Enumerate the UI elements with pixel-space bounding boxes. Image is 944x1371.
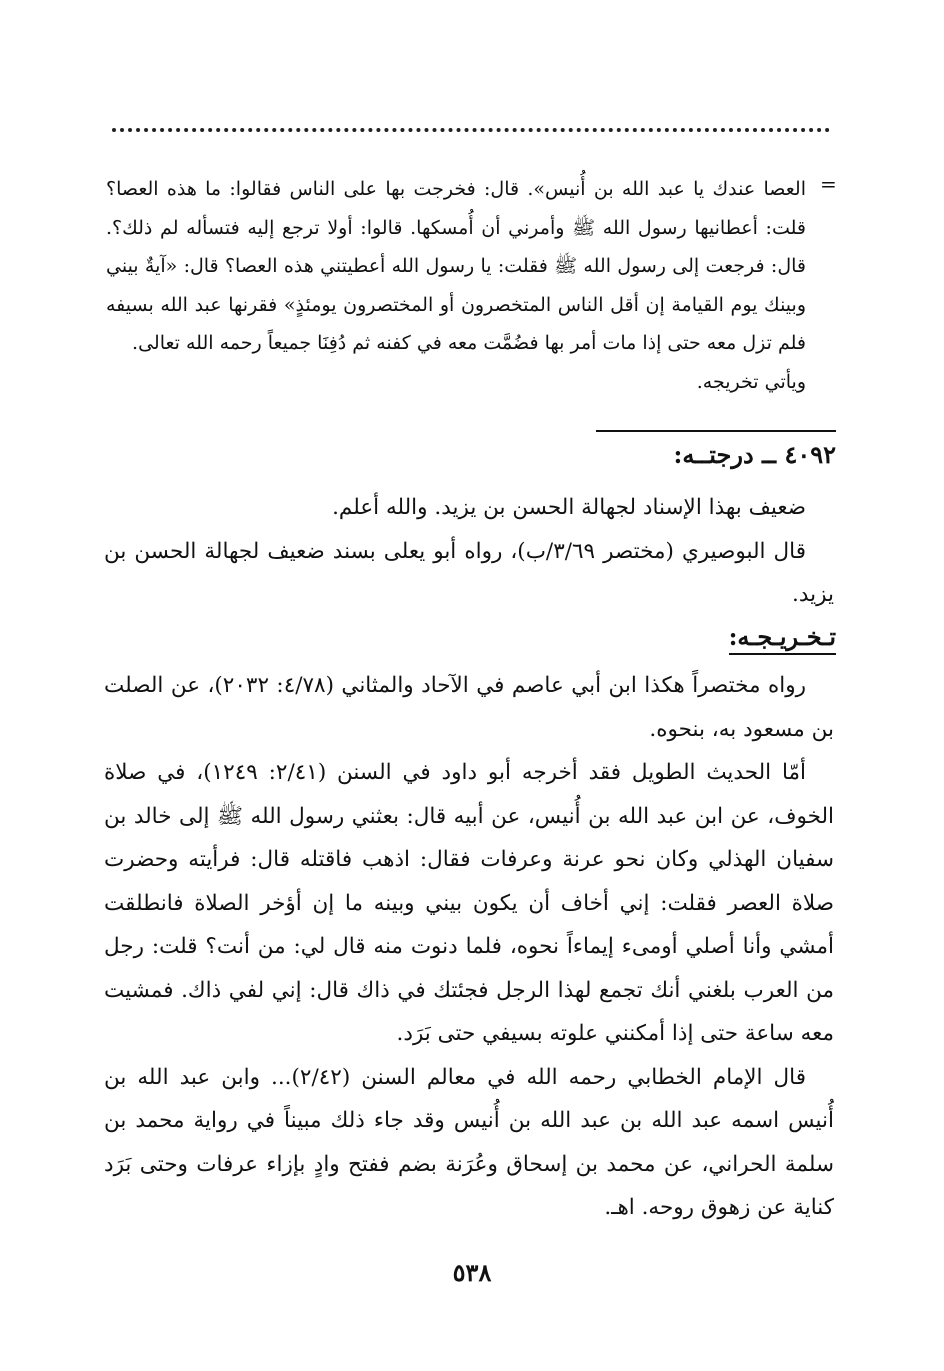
footnote-rule	[596, 430, 836, 432]
footnote-block	[106, 170, 806, 401]
entry-number-heading: ٤٠٩٢ ــ درجتــه:	[673, 440, 836, 469]
grade-paragraph: ضعيف بهذا الإسناد لجهالة الحسن بن يزيد. والله أعلم.	[332, 495, 806, 520]
takhrij-section	[104, 664, 834, 1230]
takhrij-paragraph: أمّا الحديث الطويل فقد أخرجه أبو داود في السنن (٢/٤١: ١٢٤٩)، في صلاة الخوف، عن ابن عبد الله بن أُنيس، عن أبيه قال: بعثني رسول الله ﷺ إلى خالد بن سفيان الهذلي وكان نحو عرنة وعرفات فقال: اذهب فاقتله قال: فرأيته وحضرت صلاة العصر فقلت: إني أخاف أن يكون بيني وبينه ما إن أؤخر الصلاة فانطلقت أمشي وأنا أصلي أومىء إيماءاً نحوه، فلما دنوت منه قال لي: من أنت؟ قلت: رجل من العرب بلغني أنك تجمع لهذا الرجل فجئتك في ذاك قال: إني لفي ذاك. فمشيت معه ساعة حتى إذا أمكنني علوته بسيفي حتى بَرَد.	[104, 760, 834, 1046]
takhrij-heading: تـخـريـجـه:	[729, 622, 836, 651]
page-number: ٥٣٨	[452, 1258, 492, 1287]
footnote-text: العصا عندك يا عبد الله بن أُنيس». قال: فخرجت بها على الناس فقالوا: ما هذه العصا؟ قلت: أعطانيها رسول الله ﷺ وأمرني أن أُمسكها. قالوا: أولا ترجع إليه فتسأله لم ذلك؟. قال: فرجعت إلى رسول الله ﷺ فقلت: يا رسول الله أعطيتني هذه العصا؟ قال: «آيةٌ بيني وبينك يوم القيامة إن أقل الناس المتخصرون أو المختصرون يومئذٍ» فقرنها عبد الله بسيفه فلم تزل معه حتى إذا مات أمر بها فضُمَّت معه في كفنه ثم دُفِنَا جميعاً رحمه الله تعالى.	[106, 178, 806, 354]
dotted-separator	[112, 128, 830, 138]
takhrij-paragraph: رواه مختصراً هكذا ابن أبي عاصم في الآحاد والمثاني (٤/٧٨: ٢٠٣٢)، عن الصلت بن مسعود به، بنحوه.	[104, 673, 834, 742]
footnote-continuation-marker: =	[820, 172, 837, 196]
grade-section	[104, 486, 834, 617]
takhrij-paragraph: قال الإمام الخطابي رحمه الله في معالم السنن (٢/٤٢)... وابن عبد الله بن أُنيس اسمه عبد الله بن عبد الله بن أُنيس وقد جاء ذلك مبيناً في رواية محمد بن سلمة الحراني، عن محمد بن إسحاق وعُرَنة بضم ففتح وادٍ بإزاء عرفات وحتى بَرَد كناية عن زهوق روحه. اهـ.	[104, 1064, 834, 1220]
grade-paragraph: قال البوصيري (مختصر ٣/٦٩/ب)، رواه أبو يعلى بسند ضعيف لجهالة الحسن بن يزيد.	[104, 538, 834, 607]
footnote-closing: ويأتي تخريجه.	[696, 370, 806, 393]
